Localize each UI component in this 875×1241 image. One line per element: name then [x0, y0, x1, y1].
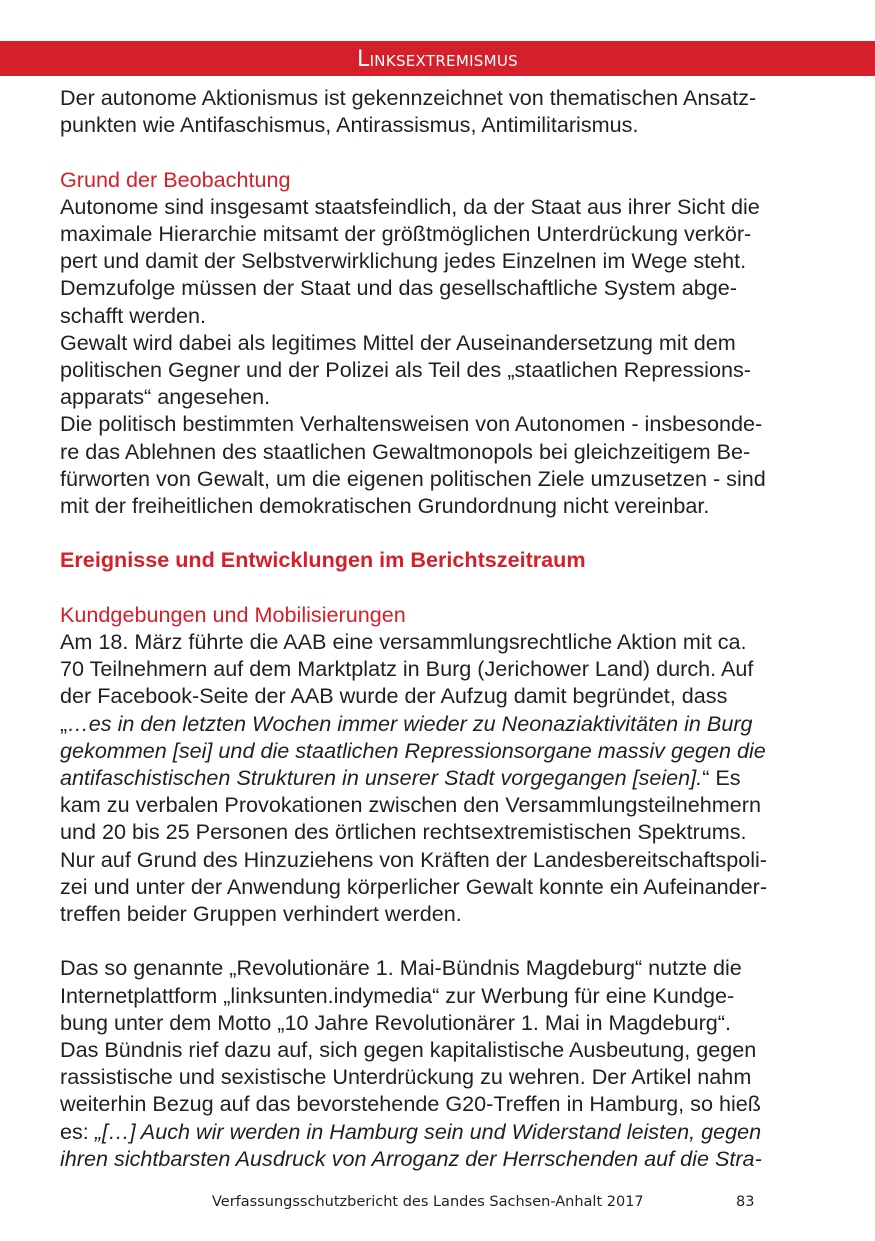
section-title: Linksextremismus	[357, 47, 518, 72]
quote-line	[60, 1145, 820, 1172]
body-line: bung unter dem Motto „10 Jahre Revolutionärer 1. Mai in Magdeburg“.	[60, 1009, 731, 1035]
body-line: Demzufolge müssen der Staat und das gesellschaftliche System abge-	[60, 275, 737, 301]
heading-kundgebungen: Kundgebungen und Mobilisierungen	[60, 601, 406, 627]
body-line: fürworten von Gewalt, um die eigenen politischen Ziele umzusetzen - sind	[60, 465, 766, 491]
body-line: pert und damit der Selbstverwirklichung jedes Einzelnen im Wege steht.	[60, 248, 747, 274]
quote-text: gekommen [sei] und die staatlichen Repressionsorgane massiv gegen die	[60, 737, 766, 763]
page-footer	[212, 1194, 772, 1210]
body-line: und 20 bis 25 Personen des örtlichen rechtsextremistischen Spektrums.	[60, 819, 747, 845]
page-number: 83	[736, 1194, 755, 1210]
body-line: politischen Gegner und der Polizei als Teil des „staatlichen Repressions-	[60, 357, 751, 383]
body-line: mit der freiheitlichen demokratischen Grundordnung nicht vereinbar.	[60, 493, 710, 519]
body-line: Internetplattform „linksunten.indymedia“ zur Werbung für eine Kundge-	[60, 982, 735, 1008]
quote-line	[60, 764, 820, 791]
paragraph-spacer	[60, 927, 820, 954]
body-line: apparats“ angesehen.	[60, 384, 271, 410]
body-line: re das Ablehnen des staatlichen Gewaltmonopols bei gleichzeitigem Be-	[60, 438, 751, 464]
body-line: punkten wie Antifaschismus, Antirassismus, Antimilitarismus.	[60, 112, 639, 138]
quote-open-mark: „	[60, 710, 68, 736]
body-line: 70 Teilnehmern auf dem Marktplatz in Burg (Jerichower Land) durch. Auf	[60, 656, 754, 682]
body-line: rassistische und sexistische Unterdrückung zu wehren. Der Artikel nahm	[60, 1064, 752, 1090]
body-line: zei und unter der Anwendung körperlicher Gewalt konnte ein Aufeinander-	[60, 873, 768, 899]
quote-line	[60, 710, 820, 737]
quote-text: „[…] Auch wir werden in Hamburg sein und Widerstand leisten, gegen	[94, 1118, 762, 1144]
body-line: Die politisch bestimmten Verhaltensweisen von Autonomen - insbesonde-	[60, 411, 763, 437]
quote-text: ihren sichtbarsten Ausdruck von Arroganz der Herrschenden auf die Stra-	[60, 1145, 762, 1171]
body-line: kam zu verbalen Provokationen zwischen den Versammlungsteilnehmern	[60, 792, 761, 818]
body-line: Nur auf Grund des Hinzuziehens von Kräften der Landesbereitschaftspoli-	[60, 846, 767, 872]
quote-line	[60, 1118, 820, 1145]
heading-grund: Grund der Beobachtung	[60, 166, 291, 192]
body-line: Der autonome Aktionismus ist gekennzeichnet von thematischen Ansatz-	[60, 85, 757, 110]
body-line: Das so genannte „Revolutionäre 1. Mai-Bündnis Magdeburg“ nutzte die	[60, 955, 742, 981]
quote-text: antifaschistischen Strukturen in unserer Stadt vorgegangen [seien].	[60, 765, 703, 791]
body-line: maximale Hierarchie mitsamt der größtmöglichen Unterdrückung verkör-	[60, 221, 752, 246]
body-line: weiterhin Bezug auf das bevorstehende G20-Treffen in Hamburg, so hieß	[60, 1091, 761, 1117]
quote-text: …es in den letzten Wochen immer wieder zu Neonaziaktivitäten in Burg	[67, 710, 753, 736]
body-line: schafft werden.	[60, 302, 207, 328]
quote-prefix: es:	[60, 1118, 95, 1144]
paragraph-spacer	[60, 138, 820, 165]
heading-ereignisse: Ereignisse und Entwicklungen im Berichtszeitraum	[60, 547, 586, 573]
paragraph-spacer	[60, 519, 820, 546]
body-line: Das Bündnis rief dazu auf, sich gegen kapitalistische Ausbeutung, gegen	[60, 1037, 757, 1063]
footer-text: Verfassungsschutzbericht des Landes Sachsen-Anhalt 2017	[212, 1194, 644, 1210]
page-body	[60, 84, 820, 1172]
body-line: Am 18. März führte die AAB eine versammlungsrechtliche Aktion mit ca.	[60, 629, 747, 655]
paragraph-spacer	[60, 574, 820, 601]
quote-line	[60, 737, 820, 764]
section-banner	[0, 41, 875, 76]
body-line: der Facebook-Seite der AAB wurde der Aufzug damit begründet, dass	[60, 683, 728, 709]
quote-close-mark: “ Es	[702, 765, 741, 791]
body-line: treffen beider Gruppen verhindert werden.	[60, 901, 462, 927]
body-line: Gewalt wird dabei als legitimes Mittel der Auseinandersetzung mit dem	[60, 329, 736, 355]
body-line: Autonome sind insgesamt staatsfeindlich, da der Staat aus ihrer Sicht die	[60, 193, 760, 219]
